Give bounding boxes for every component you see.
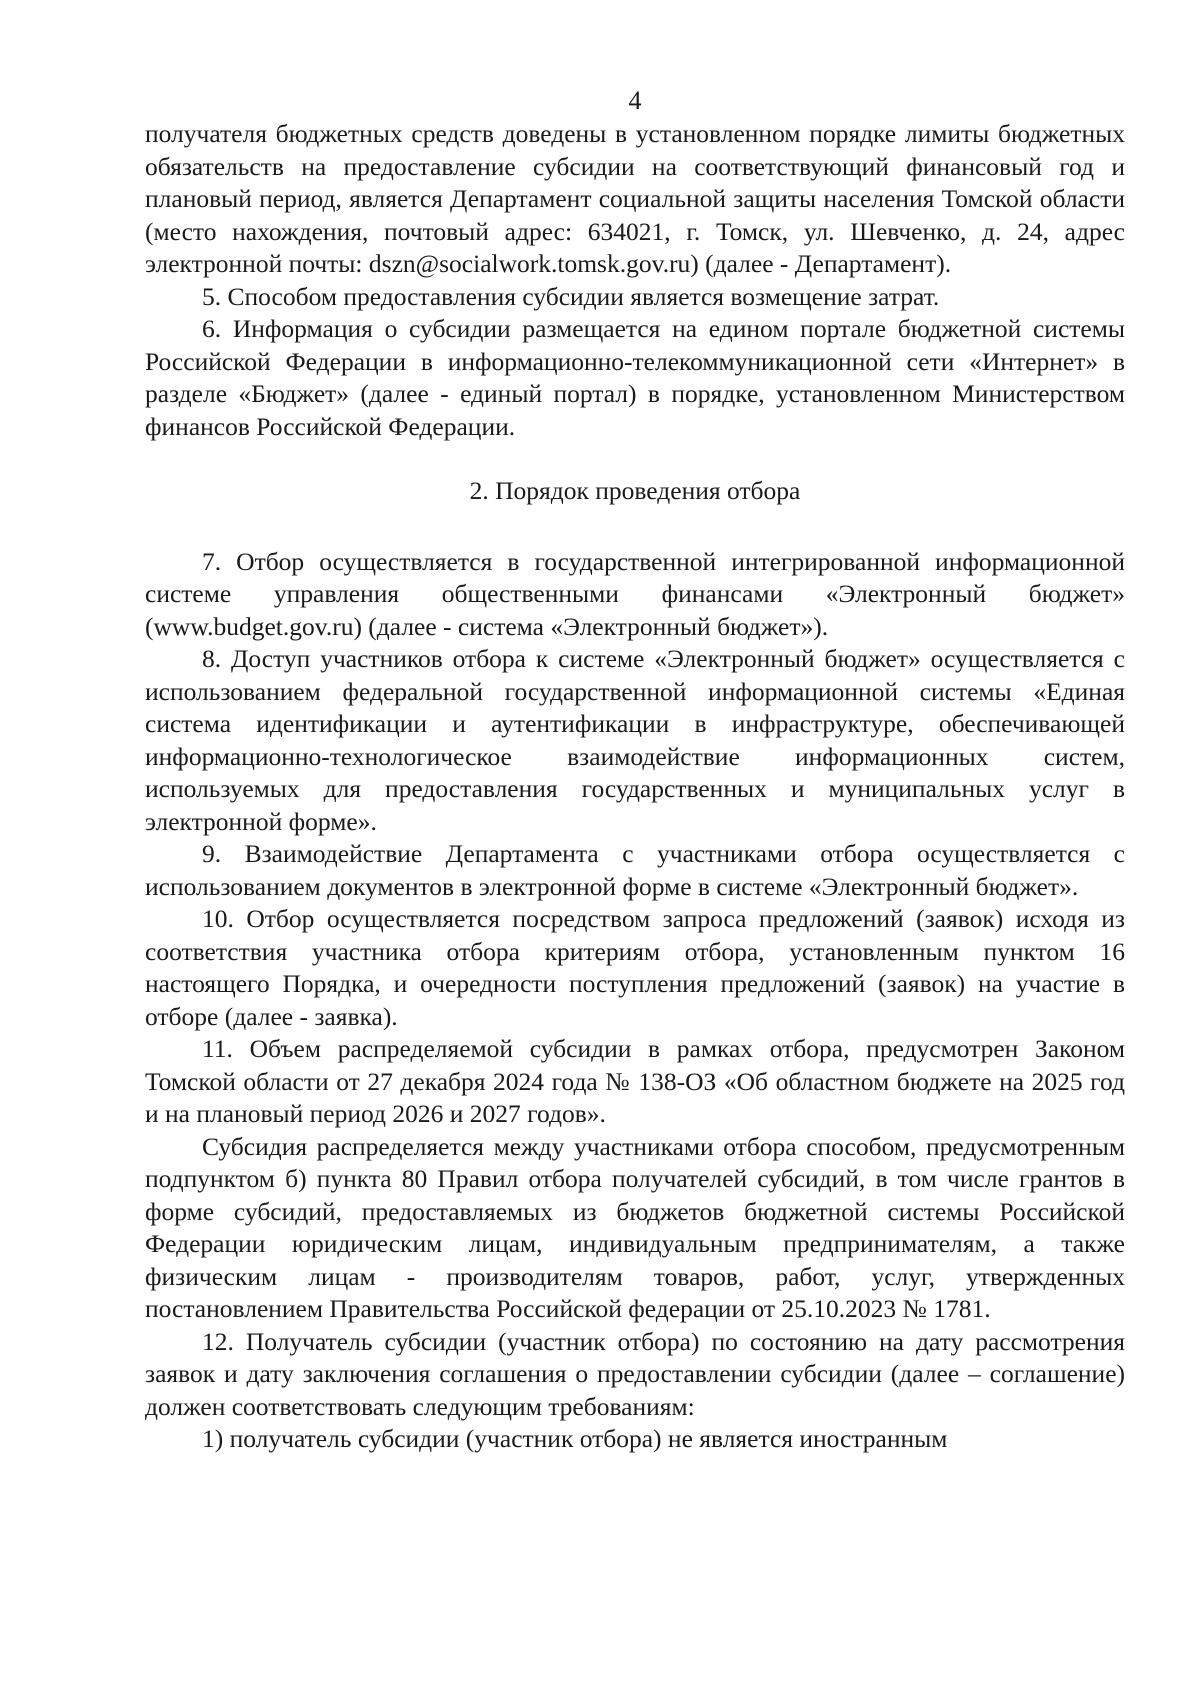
page-number: 4 <box>628 86 642 115</box>
paragraph-p12: 12. Получатель субсидии (участник отбора) по состоянию на дату рассмотрения заявок и дату заключения соглашения о предоставлении субсидии (далее – соглашение) должен соответствовать следующим требованиям: <box>145 1326 1125 1421</box>
paragraph-p9: 9. Взаимодействие Департамента с участниками отбора осуществляется с использованием документов в электронной форме в системе «Электронный бюджет». <box>145 839 1125 901</box>
paragraph-p11b: Субсидия распределяется между участниками отбора способом, предусмотренным подпунктом б) пункта 80 Правил отбора получателей субсидий, в том числе грантов в форме субсидий, предоставляемых из бюджетов бюджетной системы Российской Федерации юридическим лицам, индивидуальным предпринимателям, а также физическим лицам - производителям товаров, работ, услуг, утвержденных постановлением Правительства Российской федерации от 25.10.2023 № 1781. <box>145 1131 1125 1323</box>
paragraph-p5: 5. Способом предоставления субсидии является возмещение затрат. <box>202 281 940 311</box>
paragraphs-top <box>145 118 1125 443</box>
paragraph-p-cont: получателя бюджетных средств доведены в установленном порядке лимиты бюджетных обязательств на предоставление субсидии на соответствующий финансовый год и плановый период, является Департамент социальной защиты населения Томской области (место нахождения, почтовый адрес: 634021, г. Томск, ул. Шевченко, д. 24, адрес электронной почты: dszn@socialwork.tomsk.gov.ru) (далее - Департамент). <box>145 119 1125 278</box>
paragraphs-bottom <box>145 546 1125 1456</box>
paragraph-p7: 7. Отбор осуществляется в государственной интегрированной информационной системе управления общественными финансами «Электронный бюджет» (www.budget.gov.ru) (далее - система «Электронный бюджет»). <box>145 546 1125 641</box>
paragraph-p8: 8. Доступ участников отбора к системе «Электронный бюджет» осуществляется с использованием федеральной государственной информационной системы «Единая система идентификации и аутентификации в инфраструктуре, обеспечивающей информационно-технологическое взаимодействие информационных систем, используемых для предоставления государственных и муниципальных услуг в электронной форме». <box>145 644 1125 836</box>
paragraph-p6: 6. Информация о субсидии размещается на едином портале бюджетной системы Российской Федерации в информационно-телекоммуникационной сети «Интернет» в разделе «Бюджет» (далее - единый портал) в порядке, установленном Министерством финансов Российской Федерации. <box>145 314 1125 441</box>
document-page <box>145 86 1125 1456</box>
paragraph-p11: 11. Объем распределяемой субсидии в рамках отбора, предусмотрен Законом Томской области от 27 декабря 2024 года № 138-ОЗ «Об областном бюджете на 2025 год и на плановый период 2026 и 2027 годов». <box>145 1034 1125 1128</box>
section-heading: 2. Порядок проведения отбора <box>469 476 801 505</box>
paragraph-p12-1: 1) получатель субсидии (участник отбора) не является иностранным <box>202 1424 948 1453</box>
paragraph-p10: 10. Отбор осуществляется посредством запроса предложений (заявок) исходя из соответствия участника отбора критериям отбора, установленным пунктом 16 настоящего Порядка, и очередности поступления предложений (заявок) на участие в отборе (далее - заявка). <box>145 904 1125 1031</box>
